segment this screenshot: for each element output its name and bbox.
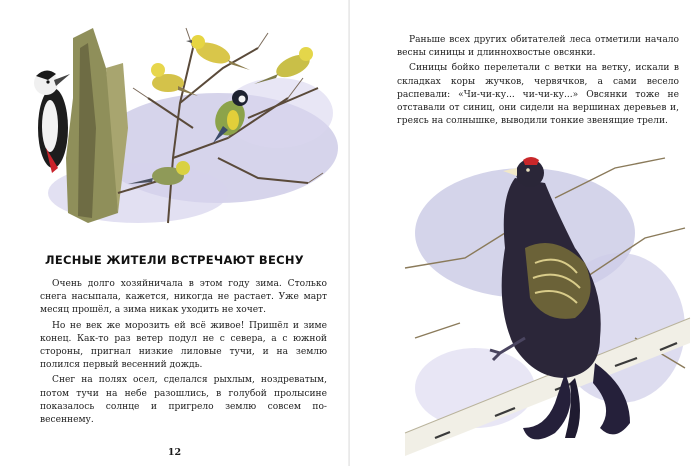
woodpecker-figure	[34, 70, 70, 173]
paragraph: Синицы бойко перелетали с ветки на ветку, искали в складках коры жучков, червячков, а сами весело распевали: «Чи-чи-ку... чи-чи-ку...» Овсянки тоже не отставали от синиц, они сидели на вершинах деревьев и, греясь на солнышке, выводили тонкие звенящие трели.	[397, 63, 679, 127]
grouse-illustration	[405, 138, 690, 456]
paragraph: Очень долго хозяйничала в этом году зима. Столько снега насыпала, кажется, никогда не растает. Уже март месяц прошёл, а зима никак уходить не хочет.	[40, 279, 327, 316]
paragraph: Раньше всех других обитателей леса отметили начало весны синицы и длиннохвостые овсянки.	[397, 35, 679, 59]
right-page	[350, 0, 699, 466]
yellowhammer-middle	[151, 63, 198, 96]
birds-illustration	[18, 8, 334, 233]
chapter-title: ЛЕСНЫЕ ЖИТЕЛИ ВСТРЕЧАЮТ ВЕСНУ	[45, 253, 304, 267]
paragraph: Но не век же морозить ей всё живое! Пришёл и зиме конец. Как-то раз ветер подул не с севера, а с южной стороны, пригнал низкие лиловые тучи, и на землю полился первый весенний дождь.	[40, 320, 327, 371]
paragraph: Снег на полях осел, сделался рыхлым, ноздреватым, потом тучи на небе разошлись, в голубой пролысине показалось солнце и пригрело землю совсем по-весеннему.	[40, 375, 327, 426]
left-page	[0, 0, 349, 466]
left-body-text	[40, 278, 327, 429]
yellowhammer-top	[186, 35, 250, 70]
page-number: 12	[167, 447, 182, 458]
right-body-text	[397, 34, 679, 130]
